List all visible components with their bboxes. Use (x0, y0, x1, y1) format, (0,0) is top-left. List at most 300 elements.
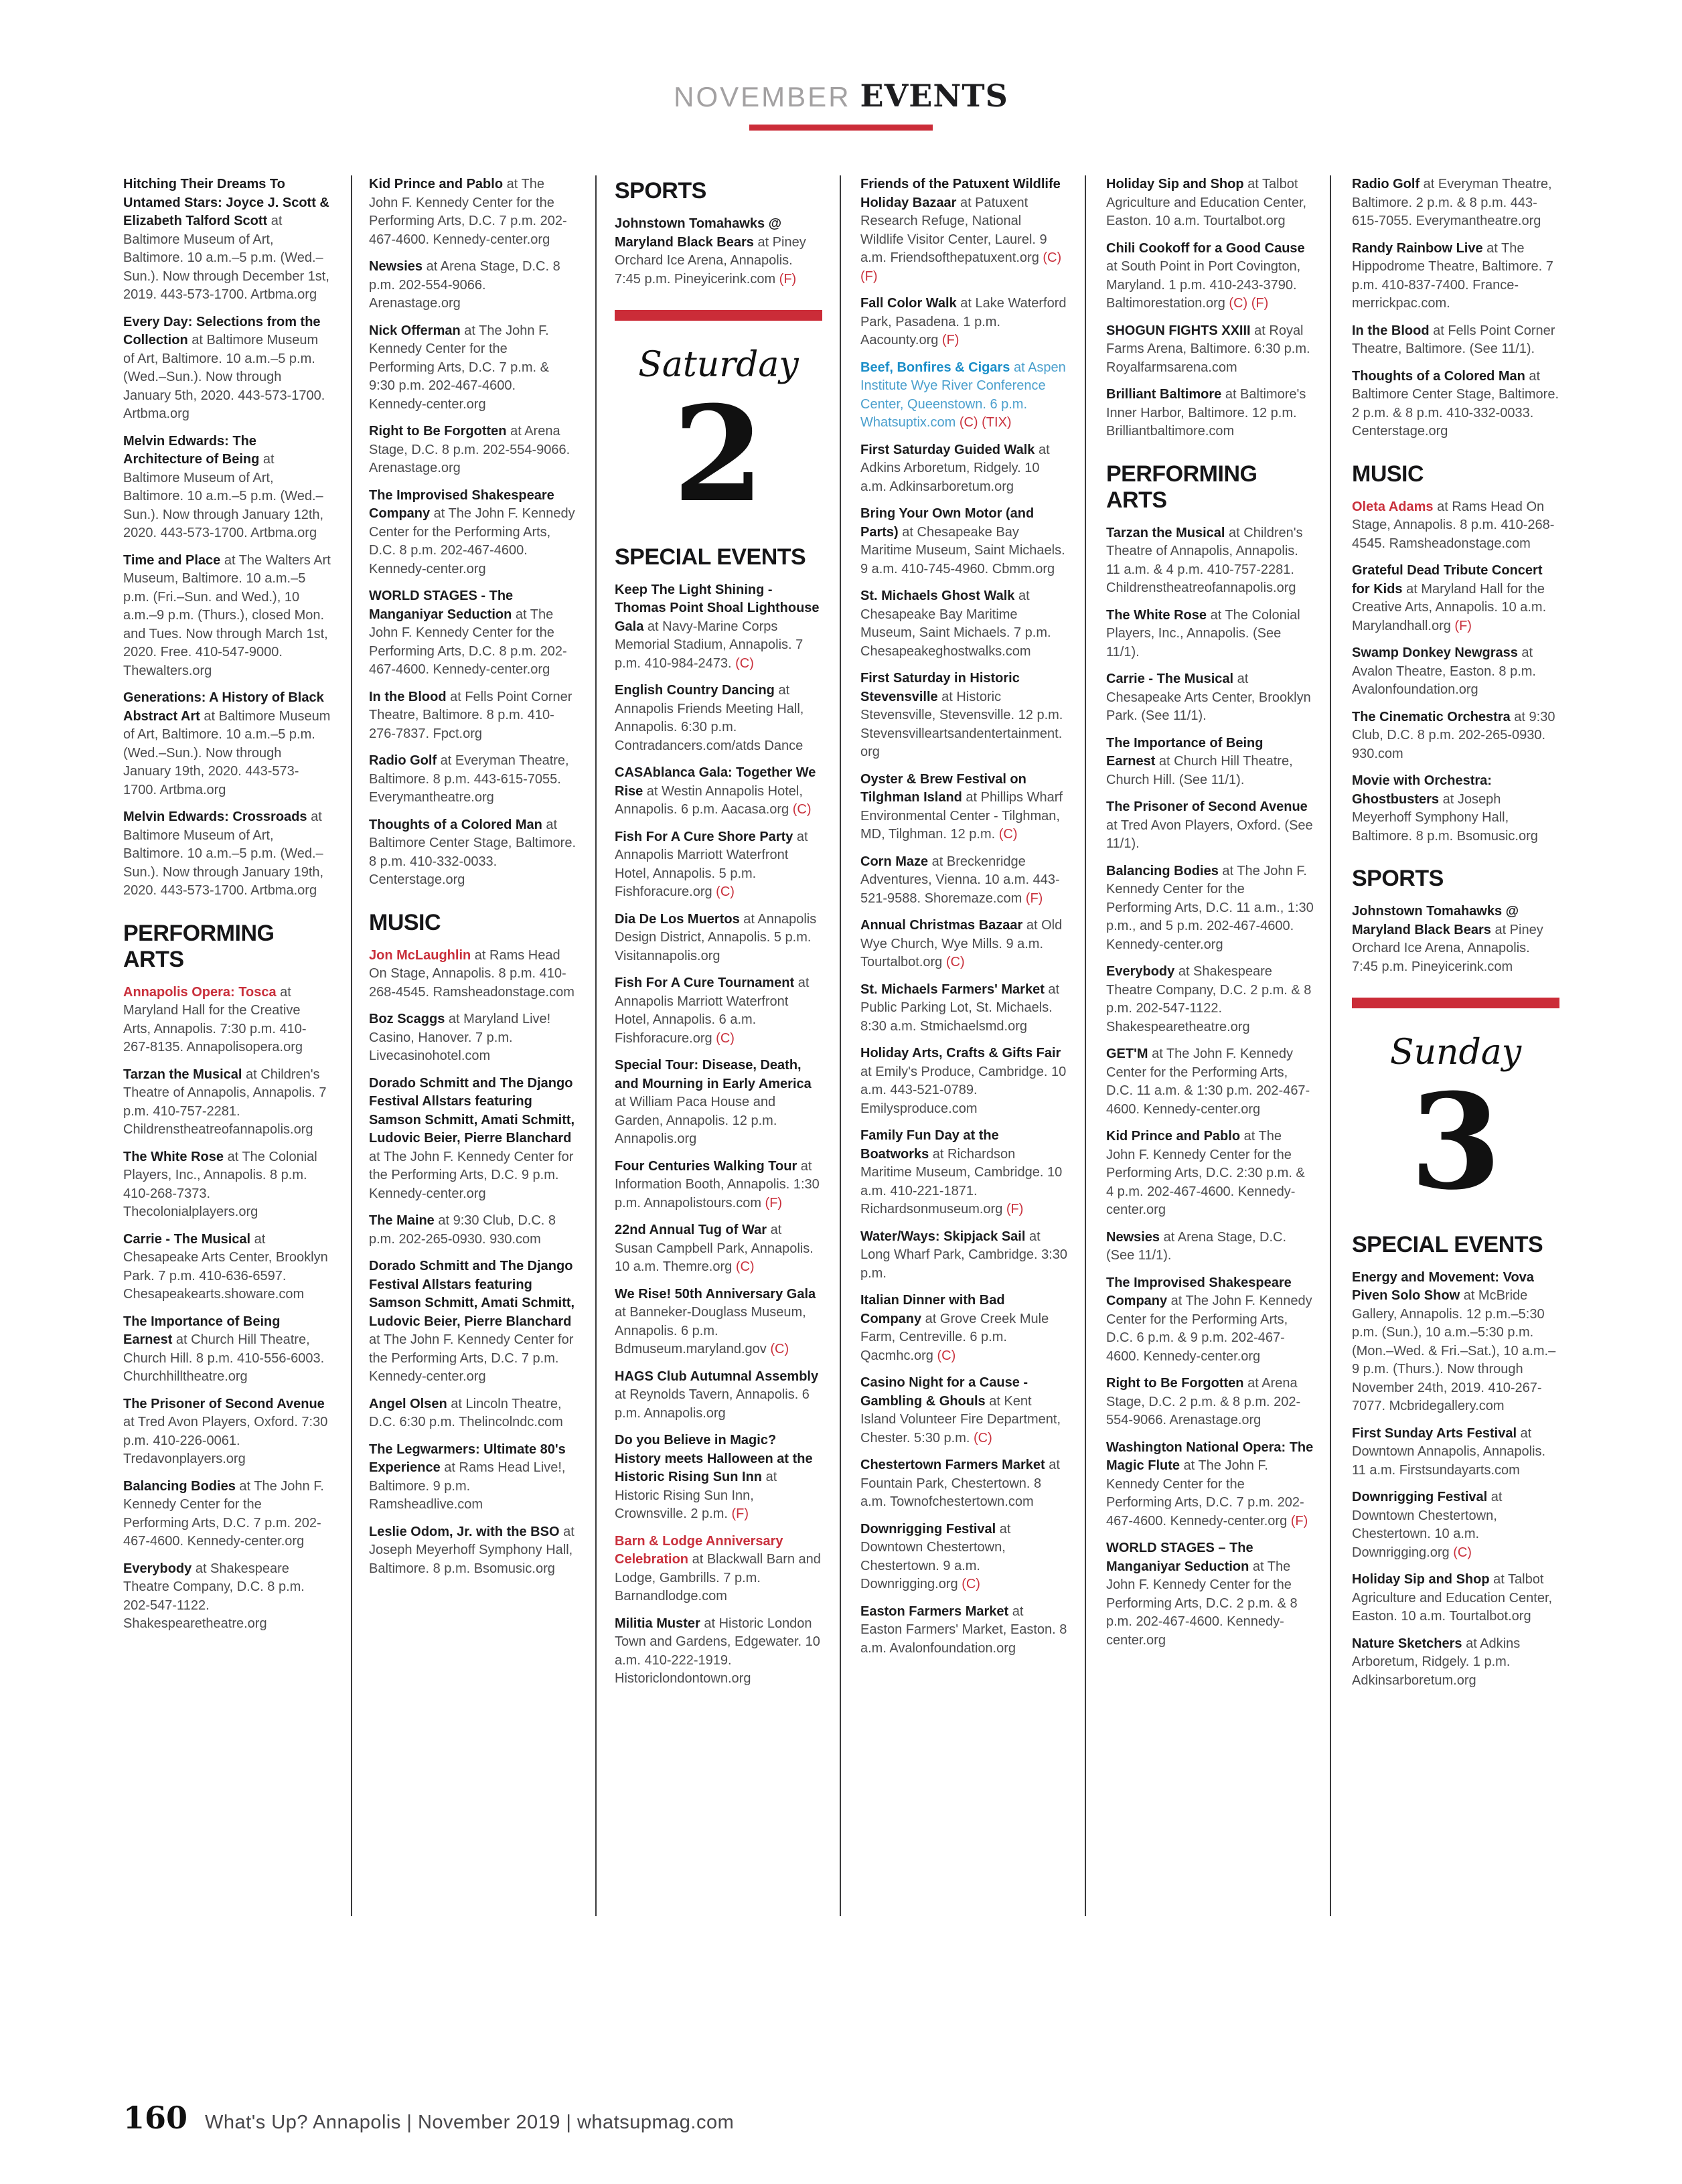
event-details: at The John F. Kennedy Center for the Performing Arts, D.C. 9 p.m. Kennedy-center.org (369, 1149, 574, 1201)
event-tag: (C) (766, 1342, 789, 1357)
footer-text: What's Up? Annapolis | November 2019 | whatsupmag.com (205, 2112, 735, 2133)
column-5 (1106, 175, 1314, 2092)
event-title: Fish For A Cure Shore Party (615, 829, 793, 844)
event-details: at Long Wharf Park, Cambridge. 3:30 p.m. (860, 1229, 1068, 1281)
event-entry (615, 581, 822, 674)
event-details: at Avalon Theatre, Easton. 8 p.m. Avalonfoundation.org (1352, 645, 1536, 697)
column-3 (615, 175, 822, 2092)
event-entry (1106, 524, 1314, 598)
event-title: English Country Dancing (615, 683, 775, 698)
event-title: Oyster & Brew Festival on Tilghman Island (860, 771, 1026, 805)
event-title: Holiday Sip and Shop (1352, 1572, 1490, 1587)
event-details: at Rams Head Live!, Baltimore. 9 p.m. Ramsheadlive.com (369, 1460, 566, 1512)
event-entry (1106, 963, 1314, 1036)
event-title: Beef, Bonfires & Cigars (860, 360, 1010, 375)
event-title: Oleta Adams (1352, 499, 1434, 514)
event-entry (860, 295, 1068, 350)
event-details: at Historic Rising Sun Inn, Crownsville. 2 p.m. (615, 1470, 777, 1522)
event-title: Barn & Lodge Anniversary Celebration (615, 1533, 783, 1567)
event-entry (615, 1615, 822, 1689)
day-divider (615, 310, 822, 532)
event-details: at Rams Head On Stage, Annapolis. 8 p.m. 410-268-4545. Ramsheadonstage.com (369, 947, 575, 1000)
event-title: Generations: A History of Black Abstract Art (123, 690, 324, 724)
event-title: Carrie - The Musical (1106, 672, 1234, 686)
event-entry (615, 974, 822, 1048)
event-details: at 9:30 Club, D.C. 8 p.m. 202-265-0930. 930.com (369, 1213, 556, 1247)
event-entry (1352, 1269, 1559, 1416)
event-entry (1106, 607, 1314, 662)
event-entry (1352, 708, 1559, 764)
event-entry (1352, 903, 1559, 976)
event-title: CASAblanca Gala: Together We Rise (615, 765, 816, 799)
event-entry (123, 1395, 331, 1469)
event-entry (369, 816, 577, 890)
event-title: Friends of the Patuxent Wildlife Holiday Bazaar (860, 177, 1061, 210)
event-tag: (F) (938, 333, 960, 347)
event-tag: (F) (1287, 1513, 1308, 1529)
event-title: Balancing Bodies (1106, 863, 1219, 878)
event-title: Newsies (1106, 1229, 1160, 1245)
event-tag: (C) (970, 1430, 992, 1446)
event-details: at Everyman Theatre, Baltimore. 2 p.m. & 8 p.m. 443-615-7055. Everymantheatre.org (1352, 177, 1552, 228)
event-title: Easton Farmers Market (860, 1604, 1009, 1619)
section-heading: SPECIAL EVENTS (615, 544, 806, 570)
event-entry (369, 1075, 577, 1204)
event-entry (1352, 1488, 1559, 1562)
masthead-title: EVENTS (860, 78, 1008, 114)
event-title: Water/Ways: Skipjack Sail (860, 1229, 1026, 1244)
event-title: First Saturday Guided Walk (860, 442, 1035, 457)
event-title: Holiday Sip and Shop (1106, 177, 1244, 191)
event-title: Dorado Schmitt and The Django Festival Allstars featuring Samson Schmitt, Amati Schmitt, Ludovic Beier, Pierre Blanchard (369, 1075, 575, 1146)
event-entry (860, 505, 1068, 578)
event-entry (615, 1221, 822, 1277)
column-rule-2 (595, 175, 597, 1916)
event-tag: (F) (1022, 890, 1043, 906)
event-entry (1106, 240, 1314, 313)
event-tag: (C) (732, 1259, 755, 1275)
event-details: at Baltimore Center Stage, Baltimore. 8 p.m. 410-332-0033. Centerstage.org (369, 817, 577, 887)
event-details: at Blackwall Barn and Lodge, Gambrills. 7 p.m. Barnandlodge.com (615, 1552, 821, 1604)
event-title: Italian Dinner with Bad Company (860, 1293, 1005, 1326)
event-title: Corn Maze (860, 854, 929, 869)
event-title: St. Michaels Farmers' Market (860, 982, 1045, 997)
event-details: at Talbot Agriculture and Education Center, Easton. 10 a.m. Tourtalbot.org (1352, 1572, 1553, 1624)
event-entry (1352, 644, 1559, 700)
event-entry (615, 215, 822, 289)
event-entry (615, 828, 822, 902)
event-entry (860, 1044, 1068, 1118)
event-entry (860, 981, 1068, 1036)
event-details: at Banneker-Douglass Museum, Annapolis. 6 p.m. Bdmuseum.maryland.gov (615, 1305, 806, 1357)
event-title: GET'M (1106, 1046, 1148, 1061)
event-entry (1106, 862, 1314, 955)
event-title: Brilliant Baltimore (1106, 387, 1222, 402)
event-entry (1106, 734, 1314, 790)
event-tag: (C) (958, 1577, 980, 1591)
event-details: at Baltimore Museum of Art, Baltimore. 10 a.m.–5 p.m. (Wed.–Sun.). Now through January 5th, 2020. 443-573-1700. Artbma.org (123, 333, 325, 421)
event-title: SHOGUN FIGHTS XXIII (1106, 323, 1251, 338)
event-details: at Fountain Park, Chestertown. 8 a.m. Townofchestertown.com (860, 1458, 1060, 1509)
event-title: Dorado Schmitt and The Django Festival Allstars featuring Samson Schmitt, Amati Schmitt, Ludovic Beier, Pierre Blanchard (369, 1259, 575, 1329)
event-title: Chestertown Farmers Market (860, 1458, 1045, 1472)
event-entry (1352, 322, 1559, 359)
day-name: Sunday (1389, 1032, 1522, 1073)
event-entry (1106, 1439, 1314, 1531)
event-title: The Improvised Shakespeare Company (1106, 1275, 1292, 1308)
event-title: Everybody (1106, 964, 1175, 979)
event-details: at Church Hill Theatre, Church Hill. 8 p.m. 410-556-6003. Churchhilltheatre.org (123, 1332, 325, 1384)
event-details: at Fells Point Corner Theatre, Baltimore. 8 p.m. 410-276-7837. Fpct.org (369, 689, 572, 741)
event-details: at Chesapeake Bay Maritime Museum, Saint Michaels. 9 a.m. 410-745-4960. Cbmm.org (860, 524, 1065, 576)
event-details: at Children's Theatre of Annapolis, Annapolis. 7 p.m. 410-757-2281. Childrenstheatreofannapolis.org (123, 1067, 327, 1137)
event-details: at The John F. Kennedy Center for the Performing Arts, D.C. 2 p.m. & 8 p.m. 202-467-4600. Kennedy-center.org (1106, 1559, 1298, 1648)
event-entry (1352, 175, 1559, 231)
day-divider-bar (1352, 998, 1559, 1008)
event-title: Do you Believe in Magic? History meets Halloween at the Historic Rising Sun Inn (615, 1433, 813, 1485)
event-entry (369, 487, 577, 579)
event-entry (1352, 1571, 1559, 1626)
event-entry (860, 1127, 1068, 1219)
event-details: at The John F. Kennedy Center for the Performing Arts, D.C. 7 p.m. Kennedy-center.org (369, 1332, 574, 1384)
event-details: at Lake Waterford Park, Pasadena. 1 p.m. Aacounty.org (860, 296, 1067, 347)
event-details: at Kent Island Volunteer Fire Department, Chester. 5:30 p.m. (860, 1393, 1061, 1446)
event-details: at Talbot Agriculture and Education Center, Easton. 10 a.m. Tourtalbot.org (1106, 177, 1307, 228)
event-title: Nick Offerman (369, 323, 461, 338)
day-number: 3 (1409, 1065, 1502, 1219)
event-details: at Annapolis Marriott Waterfront Hotel, Annapolis. 6 a.m. Fishforacure.org (615, 976, 810, 1046)
event-title: Leslie Odom, Jr. with the BSO (369, 1524, 560, 1539)
event-entry (860, 1456, 1068, 1512)
event-details: at Shakespeare Theatre Company, D.C. 2 p.m. & 8 p.m. 202-547-1122. Shakespearetheatre.org (1106, 964, 1312, 1034)
event-title: Kid Prince and Pablo (1106, 1129, 1241, 1144)
event-entry (123, 552, 331, 681)
event-entry (615, 1368, 822, 1423)
event-entry (860, 1520, 1068, 1594)
event-tag: (TIX) (978, 415, 1012, 430)
event-entry (123, 1313, 331, 1387)
event-entry (1352, 368, 1559, 441)
event-entry (369, 587, 577, 680)
column-rule-4 (1085, 175, 1086, 1916)
event-title: The Legwarmers: Ultimate 80's Experience (369, 1441, 566, 1475)
event-details: at Rams Head On Stage, Annapolis. 8 p.m. 410-268-4545. Ramsheadonstage.com (1352, 499, 1555, 551)
event-details: at Navy-Marine Corps Memorial Stadium, Annapolis. 7 p.m. 410-984-2473. (615, 619, 804, 671)
event-title: First Sunday Arts Festival (1352, 1425, 1517, 1441)
event-entry (1106, 175, 1314, 231)
event-details: at William Paca House and Garden, Annapolis. 12 p.m. Annapolis.org (615, 1095, 777, 1147)
event-entry (123, 1478, 331, 1551)
event-tag: (C) (1225, 296, 1248, 311)
event-title: Tarzan the Musical (123, 1067, 242, 1082)
event-details: at Maryland Hall for the Creative Arts, Annapolis. 7:30 p.m. 410-267-8135. Annapolisopera.org (123, 984, 307, 1055)
event-details: at Maryland Live! Casino, Hanover. 7 p.m. Livecasinohotel.com (369, 1012, 551, 1063)
event-details: at Arena Stage, D.C. 8 p.m. 202-554-9066. Arenastage.org (369, 259, 560, 311)
event-details: at Emily's Produce, Cambridge. 10 a.m. 443-521-0789. Emilysproduce.com (860, 1064, 1067, 1116)
event-tag: (F) (775, 271, 797, 287)
event-details: at Arena Stage, D.C. (See 11/1). (1106, 1229, 1287, 1263)
event-details: at The John F. Kennedy Center for the Performing Arts, D.C. 7 p.m. 202-467-4600. Kennedy-center.org (1106, 1458, 1304, 1529)
event-details: at The John F. Kennedy Center for the Performing Arts, D.C. 8 p.m. 202-467-4600. Kennedy-center.org (369, 506, 575, 576)
column-1 (123, 175, 331, 2092)
event-details: at Phillips Wharf Environmental Center - Tilghman, MD, Tilghman. 12 p.m. (860, 790, 1063, 842)
section-heading: SPORTS (1352, 866, 1444, 891)
event-columns (123, 175, 1559, 2092)
event-tag: (C) (712, 1030, 735, 1046)
event-entry (1352, 772, 1559, 846)
event-details: at The John F. Kennedy Center for the Performing Arts, D.C. 8 p.m. 202-467-4600. Kennedy-center.org (369, 607, 567, 677)
event-title: The Improvised Shakespeare Company (369, 487, 554, 521)
event-title: Militia Muster (615, 1616, 700, 1631)
event-details: at The Walters Art Museum, Baltimore. 10 a.m.–5 p.m. (Fri.–Sun. and Wed.), 10 a.m.–9 p.m. (Thurs.), closed Mon. and Tues. Now through March 1st, 2020. Free. 410-547-9000. Thewalters.org (123, 552, 331, 678)
event-title: Annual Christmas Bazaar (860, 918, 1023, 933)
event-details: at Richardson Maritime Museum, Cambridge. 10 a.m. 410-221-1871. Richardsonmuseum.org (860, 1146, 1063, 1217)
event-entry (615, 1533, 822, 1606)
event-details: at Baltimore's Inner Harbor, Baltimore. 12 p.m. Brilliantbaltimore.com (1106, 387, 1306, 439)
event-title: First Saturday in Historic Stevensville (860, 671, 1020, 704)
event-details: at Breckenridge Adventures, Vienna. 10 a.m. 443-521-9588. Shoremaze.com (860, 854, 1060, 906)
event-title: St. Michaels Ghost Walk (860, 589, 1015, 603)
event-entry (369, 1010, 577, 1066)
event-entry (123, 1560, 331, 1634)
event-title: Thoughts of a Colored Man (1352, 368, 1525, 384)
day-divider-bar (615, 310, 822, 321)
event-tag: (C) (955, 415, 978, 430)
event-entry (369, 1395, 577, 1432)
event-title: We Rise! 50th Anniversary Gala (615, 1286, 816, 1302)
event-entry (123, 1231, 331, 1304)
event-title: Family Fun Day at the Boatworks (860, 1128, 999, 1162)
event-title: The White Rose (123, 1149, 224, 1164)
event-details: at The Colonial Players, Inc., Annapolis. 8 p.m. 410-268-7373. Thecolonialplayers.org (123, 1149, 317, 1219)
event-details: at Chesapeake Bay Maritime Museum, Saint Michaels. 7 p.m. Chesapeakeghostwalks.com (860, 589, 1051, 659)
event-entry (369, 322, 577, 414)
column-4 (860, 175, 1068, 2092)
event-title: Radio Golf (1352, 177, 1420, 191)
event-entry (615, 1158, 822, 1213)
page-number: 160 (123, 2100, 188, 2136)
event-title: Holiday Arts, Crafts & Gifts Fair (860, 1046, 1061, 1061)
masthead-rule (749, 125, 933, 131)
event-details: at Children's Theatre of Annapolis, Annapolis. 11 a.m. & 4 p.m. 410-757-2281. Childrenstheatreofannapolis.org (1106, 525, 1303, 595)
event-entry (615, 1431, 822, 1524)
event-title: 22nd Annual Tug of War (615, 1223, 767, 1238)
column-rule-1 (351, 175, 352, 1916)
event-tag: (F) (1247, 296, 1269, 311)
event-details: at Aspen Institute Wye River Conference Center, Queenstown. 6 p.m. Whatsuptix.com (860, 360, 1066, 430)
event-title: Thoughts of a Colored Man (369, 817, 542, 832)
event-details: at The John F. Kennedy Center for the Performing Arts, D.C. 11 a.m. & 1:30 p.m. 202-467-4600. Kennedy-center.org (1106, 1046, 1310, 1117)
event-tag: (C) (712, 884, 735, 900)
event-entry (1106, 1375, 1314, 1430)
event-title: Energy and Movement: Vova Piven Solo Show (1352, 1269, 1534, 1304)
event-details: at The John F. Kennedy Center for the Performing Arts, D.C. 7 p.m. & 9:30 p.m. 202-467-4600. Kennedy-center.org (369, 323, 549, 412)
event-details: at Tred Avon Players, Oxford. (See 11/1). (1106, 817, 1313, 851)
event-entry (1106, 1274, 1314, 1367)
event-title: Melvin Edwards: The Architecture of Being (123, 433, 260, 467)
event-title: Carrie - The Musical (123, 1231, 251, 1247)
event-title: Movie with Orchestra: Ghostbusters (1352, 773, 1492, 807)
event-details: at The John F. Kennedy Center for the Performing Arts, D.C. 2:30 p.m. & 4 p.m. 202-467-4600. Kennedy-center.org (1106, 1129, 1305, 1217)
event-title: Angel Olsen (369, 1396, 447, 1411)
event-details: at Baltimore Museum of Art, Baltimore. 10 a.m.–5 p.m. (Wed.–Sun.). Now through January 19th, 2020. 443-573-1700. Artbma.org (123, 809, 324, 898)
event-title: Jon McLaughlin (369, 947, 471, 963)
event-entry (123, 175, 331, 305)
event-tag: (F) (1002, 1202, 1024, 1217)
event-entry (860, 587, 1068, 661)
event-entry (369, 947, 577, 1002)
event-entry (615, 764, 822, 820)
event-entry (1106, 670, 1314, 726)
event-details: at The John F. Kennedy Center for the Performing Arts, D.C. 11 a.m., 1:30 p.m., and 5 p.m. 202-467-4600. Kennedy-center.org (1106, 863, 1314, 952)
event-entry (123, 984, 331, 1057)
event-title: Swamp Donkey Newgrass (1352, 645, 1518, 660)
event-details: at McBride Gallery, Annapolis. 12 p.m.–5:30 p.m. (Sun.), 10 a.m.–5:30 p.m. (Mon.–Wed. & Fri.–Sat.), 10 a.m.–9 p.m. (Thurs.). Now through November 24th, 2019. 410-267-7077. Mcbridegallery.com (1352, 1288, 1556, 1414)
event-entry (369, 258, 577, 313)
event-tag: (C) (1449, 1545, 1472, 1560)
event-entry (860, 441, 1068, 497)
event-title: Fall Color Walk (860, 296, 957, 311)
event-entry (123, 313, 331, 424)
event-entry (860, 1603, 1068, 1658)
event-tag: (C) (789, 802, 812, 817)
event-details: at Reynolds Tavern, Annapolis. 6 p.m. Annapolis.org (615, 1387, 810, 1421)
event-title: Boz Scaggs (369, 1012, 445, 1026)
event-details: at The Colonial Players, Inc., Annapolis. (See 11/1). (1106, 607, 1300, 659)
event-title: Melvin Edwards: Crossroads (123, 809, 307, 824)
section-heading: PERFORMING ARTS (123, 920, 275, 972)
event-title: Washington National Opera: The Magic Flute (1106, 1439, 1314, 1473)
event-title: Annapolis Opera: Tosca (123, 984, 277, 1000)
event-title: Downrigging Festival (860, 1521, 996, 1537)
event-details: at South Point in Port Covington, Maryland. 1 p.m. 410-243-3790. Baltimorestation.org (1106, 259, 1301, 311)
event-entry (123, 808, 331, 901)
event-details: at Adkins Arboretum, Ridgely. 10 a.m. Adkinsarboretum.org (860, 442, 1050, 494)
event-entry (123, 433, 331, 543)
event-entry (615, 1057, 822, 1149)
event-title: Johnstown Tomahawks @ Maryland Black Bears (615, 216, 782, 250)
event-entry (1352, 498, 1559, 554)
event-details: at The John F. Kennedy Center for the Performing Arts, D.C. 7 p.m. 202-467-4600. Kennedy-center.org (123, 1478, 324, 1549)
event-details: at Public Parking Lot, St. Michaels. 8:30 a.m. Stmichaelsmd.org (860, 982, 1060, 1034)
event-details: at Lincoln Theatre, D.C. 6:30 p.m. Thelincolndc.com (369, 1396, 563, 1429)
event-entry (860, 917, 1068, 972)
event-details: at The John F. Kennedy Center for the Performing Arts, D.C. 6 p.m. & 9 p.m. 202-467-4600. Kennedy-center.org (1106, 1294, 1312, 1364)
event-entry (860, 359, 1068, 433)
event-details: at Downtown Annapolis, Annapolis. 11 a.m. Firstsundayarts.com (1352, 1425, 1546, 1478)
event-entry (1352, 562, 1559, 635)
event-details: at Chesapeake Arts Center, Brooklyn Park. 7 p.m. 410-636-6597. Chesapeakearts.showare.com (123, 1231, 328, 1302)
event-title: Fish For A Cure Tournament (615, 976, 795, 991)
event-details: at The Hippodrome Theatre, Baltimore. 7 p.m. 410-837-7400. France-merrickpac.com. (1352, 240, 1553, 311)
event-entry (615, 911, 822, 966)
event-details: at Royal Farms Arena, Baltimore. 6:30 p.m. Royalfarmsarena.com (1106, 323, 1310, 375)
event-details: at Arena Stage, D.C. 2 p.m. & 8 p.m. 202-554-9066. Arenastage.org (1106, 1376, 1301, 1427)
day-name: Saturday (638, 345, 799, 385)
event-details: at Fells Point Corner Theatre, Baltimore. (See 11/1). (1352, 323, 1555, 356)
event-title: The Importance of Being Earnest (123, 1314, 281, 1347)
event-title: The Importance of Being Earnest (1106, 735, 1264, 769)
event-details: at 9:30 Club, D.C. 8 p.m. 202-265-0930. 930.com (1352, 709, 1555, 761)
page-footer (123, 2100, 734, 2136)
event-details: at Old Wye Church, Wye Mills. 9 a.m. Tourtalbot.org (860, 918, 1063, 969)
event-title: Tarzan the Musical (1106, 525, 1225, 540)
event-details: at Downtown Chestertown, Chestertown. 10 a.m. Downrigging.org (1352, 1490, 1503, 1560)
event-entry (1106, 1045, 1314, 1119)
event-entry (369, 752, 577, 807)
event-details: at Susan Campbell Park, Annapolis. 10 a.m. Themre.org (615, 1223, 814, 1275)
event-details: at Arena Stage, D.C. 8 p.m. 202-554-9066. Arenastage.org (369, 424, 570, 475)
event-details: at Piney Orchard Ice Arena, Annapolis. 7:45 p.m. Pineyicerink.com (615, 234, 806, 287)
event-entry (860, 1228, 1068, 1283)
event-details: at Baltimore Museum of Art, Baltimore. 10 a.m.–5 p.m. (Wed.–Sun.). Now through December 1st, 2019. 443-573-1700. Artbma.org (123, 214, 329, 302)
event-title: Randy Rainbow Live (1352, 240, 1483, 256)
day-number: 2 (672, 378, 765, 532)
event-tag: (F) (761, 1195, 783, 1211)
event-details: at The John F. Kennedy Center for the Performing Arts, D.C. 7 p.m. 202-467-4600. Kennedy-center.org (369, 177, 567, 247)
event-entry (1106, 386, 1314, 441)
event-tag: (F) (860, 268, 878, 284)
event-details: at Patuxent Research Refuge, National Wildlife Visitor Center, Laurel. 9 a.m. Friendsofthepatuxent.org (860, 195, 1047, 265)
event-title: Hitching Their Dreams To Untamed Stars: Joyce J. Scott & Elizabeth Talford Scott (123, 177, 329, 228)
event-title: Grateful Dead Tribute Concert for Kids (1352, 563, 1543, 597)
event-title: Downrigging Festival (1352, 1490, 1488, 1505)
event-entry (1106, 798, 1314, 854)
event-title: The Cinematic Orchestra (1352, 709, 1511, 724)
event-title: The Prisoner of Second Avenue (1106, 799, 1308, 814)
section-heading: MUSIC (369, 909, 441, 935)
event-title: Right to Be Forgotten (1106, 1376, 1244, 1391)
event-tag: (F) (727, 1506, 749, 1522)
event-entry (1106, 1539, 1314, 1650)
event-details: at Westin Annapolis Hotel, Annapolis. 6 p.m. Aacasa.org (615, 783, 803, 817)
event-title: Radio Golf (369, 753, 437, 768)
event-title: WORLD STAGES – The Manganiyar Seduction (1106, 1541, 1253, 1574)
section-heading: SPECIAL EVENTS (1352, 1231, 1543, 1257)
event-details: at Joseph Meyerhoff Symphony Hall, Baltimore. 8 p.m. Bsomusic.org (1352, 791, 1538, 844)
event-title: Special Tour: Disease, Death, and Mourning in Early America (615, 1058, 812, 1091)
event-tag: (C) (1039, 250, 1062, 265)
event-entry (369, 422, 577, 478)
column-2 (369, 175, 577, 2092)
event-entry (369, 1523, 577, 1579)
event-title: Chili Cookoff for a Good Cause (1106, 240, 1305, 256)
event-title: Casino Night for a Cause - Gambling & Ghouls (860, 1375, 1028, 1409)
event-title: Nature Sketchers (1352, 1636, 1462, 1651)
event-details: at Church Hill Theatre, Church Hill. (See 11/1). (1106, 754, 1293, 787)
event-details: at Grove Creek Mule Farm, Centreville. 6 p.m. Qacmhc.org (860, 1311, 1049, 1363)
event-title: WORLD STAGES - The Manganiyar Seduction (369, 589, 514, 622)
column-rule-3 (840, 175, 841, 1916)
event-title: In the Blood (1352, 323, 1430, 338)
event-details: at Historic London Town and Gardens, Edgewater. 10 a.m. 410-222-1919. Historiclondontown.org (615, 1616, 820, 1687)
masthead-month: NOVEMBER (674, 81, 851, 112)
event-entry (369, 175, 577, 249)
event-entry (1352, 1425, 1559, 1480)
event-entry (1352, 240, 1559, 313)
event-entry (860, 670, 1068, 762)
event-title: The White Rose (1106, 607, 1207, 623)
section-heading: MUSIC (1352, 461, 1424, 487)
event-entry (369, 1257, 577, 1387)
event-entry (1106, 1127, 1314, 1220)
event-entry (1106, 1229, 1314, 1265)
event-entry (1352, 1635, 1559, 1691)
event-details: at Annapolis Marriott Waterfront Hotel, Annapolis. 5 p.m. Fishforacure.org (615, 829, 808, 900)
event-title: In the Blood (369, 689, 447, 704)
event-details: at Everyman Theatre, Baltimore. 8 p.m. 443-615-7055. Everymantheatre.org (369, 753, 569, 805)
event-entry (369, 1441, 577, 1514)
